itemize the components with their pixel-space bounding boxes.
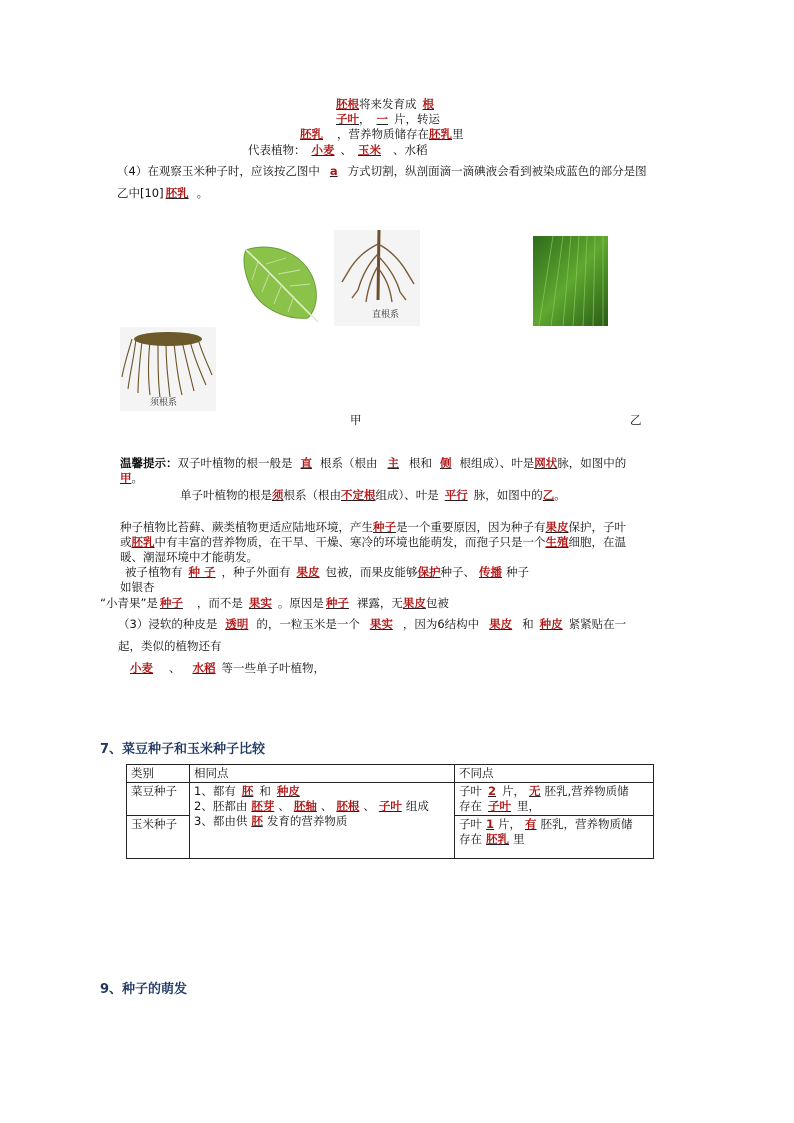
fibrous-label: 须根系 (150, 398, 178, 408)
text: ，营养物质储存在 (337, 127, 429, 141)
blank: 种皮 (539, 617, 563, 631)
same-item-3 (194, 814, 450, 829)
text: 种子 (506, 565, 530, 579)
text: 、 (363, 799, 375, 813)
blank: 种皮 (276, 784, 300, 798)
text: 、水稻 (393, 143, 428, 157)
blank: 传播 (479, 565, 503, 579)
text: 乙中[10] (117, 186, 164, 200)
blank: 子叶 (336, 112, 359, 126)
header-same: 相同点 (190, 765, 455, 783)
blank: 须 (272, 488, 284, 502)
para-line1 (120, 520, 626, 535)
text: 组成 (405, 799, 429, 813)
para-line3 (120, 550, 258, 565)
blank: 保护 (417, 565, 441, 579)
label-yi: 乙 (630, 413, 642, 427)
text: 里 (452, 127, 464, 141)
text: 、 (169, 661, 181, 675)
text: 片， (502, 784, 526, 798)
tip-line1 (120, 456, 626, 471)
text: 、 (340, 143, 352, 157)
text: 暖、潮湿环境中才能萌发。 (120, 550, 258, 564)
text: 包被，而果皮能够 (325, 565, 418, 579)
blank: 胚轴 (293, 799, 317, 813)
text: 细胞，在温 (568, 535, 626, 549)
text: 1、都有 (194, 784, 236, 798)
section-9-title: 9、种子的萌发 (100, 982, 188, 997)
header-category: 类别 (127, 765, 190, 783)
blank: 果实 (248, 596, 272, 610)
blank: 水稻 (192, 661, 216, 675)
leaf-image (238, 240, 322, 324)
blank: 根 (422, 97, 434, 111)
comparison-table (126, 764, 654, 859)
text: 子叶 (459, 784, 482, 798)
blank: 生殖 (545, 535, 569, 549)
blank: 种 子 (188, 565, 216, 579)
text: 存在 (459, 799, 482, 813)
blank: 种子 (373, 520, 396, 534)
blank: 胚 (251, 814, 263, 828)
text: ，而不是 (196, 596, 243, 610)
text: 和 (259, 784, 271, 798)
q4-line1 (117, 164, 647, 179)
blank: 1 (486, 817, 495, 831)
blank: 胚乳 (165, 186, 189, 200)
text: 种子、 (440, 565, 476, 579)
text: 种子植物比苔藓、蕨类植物更适应陆地环境，产生 (120, 520, 373, 534)
text: 发育的营养物质 (266, 814, 348, 828)
tip-line2 (120, 471, 143, 486)
section-7-title: 7、菜豆种子和玉米种子比较 (100, 742, 266, 757)
tip-line3 (180, 488, 566, 503)
table-header-row (127, 765, 654, 783)
blank: 胚乳 (486, 832, 509, 846)
text: 。 (196, 186, 209, 200)
blank: 种子 (325, 596, 349, 610)
blank: 侧 (440, 456, 452, 470)
blank: 胚乳 (300, 127, 323, 141)
text: 起，类似的植物还有 (118, 639, 222, 653)
text: （3）浸软的种皮是 (118, 617, 218, 631)
text: 胚乳，营养物质储 (540, 817, 633, 831)
blank: 一 (376, 112, 388, 126)
text: 。原因是 (277, 596, 324, 610)
blank: 乙 (542, 488, 555, 502)
text: 的，一粒玉米是一个 (256, 617, 360, 631)
tip-label: 温馨提示： (120, 456, 178, 470)
text: 根组成）、叶是 (459, 456, 535, 470)
text: 中有丰富的营养物质，在干旱、干燥、寒冷的环境也能萌发，而孢子只是一个 (154, 535, 546, 549)
text: 双子叶植物的根一般是 (177, 456, 293, 470)
blank: 直 (300, 456, 312, 470)
text: 是一个重要原因，因为种子有 (396, 520, 546, 534)
text: 紧紧贴在一 (568, 617, 627, 631)
text: 2、胚都由 (194, 799, 248, 813)
text: 方式切割，纵剖面滴一滴碘液会看到被染成蓝色的部分是图 (347, 164, 647, 178)
taproot-label: 直根系 (372, 310, 400, 320)
text: 将来发育成 (359, 97, 417, 111)
text: 。 (554, 488, 566, 502)
para-line5 (120, 580, 155, 595)
line-endosperm (298, 127, 464, 142)
text: 被子植物有 (125, 565, 183, 579)
blank: 甲 (120, 471, 132, 485)
diff-corn (455, 816, 654, 859)
text: 和 (522, 617, 534, 631)
text: 单子叶植物的根是 (180, 488, 272, 502)
label-jia: 甲 (350, 413, 362, 427)
text: 胚乳,营养物质储 (544, 784, 629, 798)
text: 根系（根由 (283, 488, 341, 502)
text: ， (359, 112, 371, 126)
text: 存在 (459, 832, 482, 846)
text: 里， (517, 799, 540, 813)
text: 组成）、叶是 (375, 488, 439, 502)
same-item-2 (194, 799, 450, 814)
text: “小青果”是 (100, 596, 158, 610)
para-line6 (100, 596, 449, 611)
taproot-image (334, 230, 420, 326)
blank: 不定根 (341, 488, 376, 502)
q3-line3 (120, 661, 325, 676)
text: ，种子外面有 (221, 565, 291, 579)
text: 保护，子叶 (568, 520, 626, 534)
header-diff: 不同点 (455, 765, 654, 783)
blank: 子叶 (378, 799, 402, 813)
text: 根系（根由 (320, 456, 378, 470)
line-examples (248, 143, 428, 158)
text: 包被 (425, 596, 449, 610)
blank: 果皮 (545, 520, 569, 534)
blank: 果皮 (489, 617, 513, 631)
diff-bean (455, 783, 654, 816)
blank: 果皮 (296, 565, 320, 579)
fibrous-root-image (120, 327, 216, 411)
text: 根和 (409, 456, 432, 470)
text: 、 (278, 799, 290, 813)
blank: 透明 (225, 617, 249, 631)
blank: 胚芽 (251, 799, 275, 813)
blank: 平行 (444, 488, 468, 502)
blank: 胚根 (336, 799, 360, 813)
text: 脉，如图中的 (557, 456, 627, 470)
text: 代表植物： (248, 143, 306, 157)
same-item-1 (194, 784, 450, 799)
text: 如银杏 (120, 580, 155, 594)
blank: 玉米 (358, 143, 381, 157)
blank: 子叶 (488, 799, 511, 813)
para-line2 (120, 535, 626, 550)
blank: 2 (488, 784, 497, 798)
blank: a (329, 164, 338, 178)
text: 里 (513, 832, 525, 846)
text: 。 (131, 471, 143, 485)
same-cell (190, 783, 455, 859)
blank: 果皮 (402, 596, 426, 610)
q3-line1 (118, 617, 626, 632)
row-label-bean: 菜豆种子 (127, 783, 190, 816)
blank: 主 (387, 456, 399, 470)
blank: 胚 (241, 784, 254, 798)
text: 裸露，无 (356, 596, 403, 610)
text: 等一些单子叶植物， (221, 661, 325, 675)
blank: 小麦 (311, 143, 335, 157)
blank: 种子 (159, 596, 183, 610)
blank: 果实 (369, 617, 393, 631)
blank: 网状 (534, 456, 558, 470)
text: （4）在观察玉米种子时，应该按乙图中 (117, 164, 320, 178)
line-cotyledon (336, 112, 440, 127)
blank: 小麦 (130, 661, 153, 675)
blank: 胚根 (336, 97, 359, 111)
text: ，因为6结构中 (402, 617, 480, 631)
text: 子叶 (459, 817, 482, 831)
text: 片，转运 (394, 112, 440, 126)
text: 片， (498, 817, 522, 831)
text: 或 (120, 535, 132, 549)
para-line4 (125, 565, 529, 580)
blank: 有 (525, 817, 537, 831)
parallel-vein-leaf-image (533, 236, 608, 326)
q4-line2 (117, 186, 208, 201)
blank: 胚乳 (429, 127, 452, 141)
blank: 胚乳 (131, 535, 155, 549)
text: 3、都由供 (194, 814, 248, 828)
text: 、 (320, 799, 333, 813)
line-radicle (336, 97, 440, 112)
text: 脉，如图中的 (473, 488, 543, 502)
table-row (127, 783, 654, 816)
row-label-corn: 玉米种子 (127, 816, 190, 859)
blank: 无 (529, 784, 541, 798)
q3-line2 (118, 639, 222, 654)
